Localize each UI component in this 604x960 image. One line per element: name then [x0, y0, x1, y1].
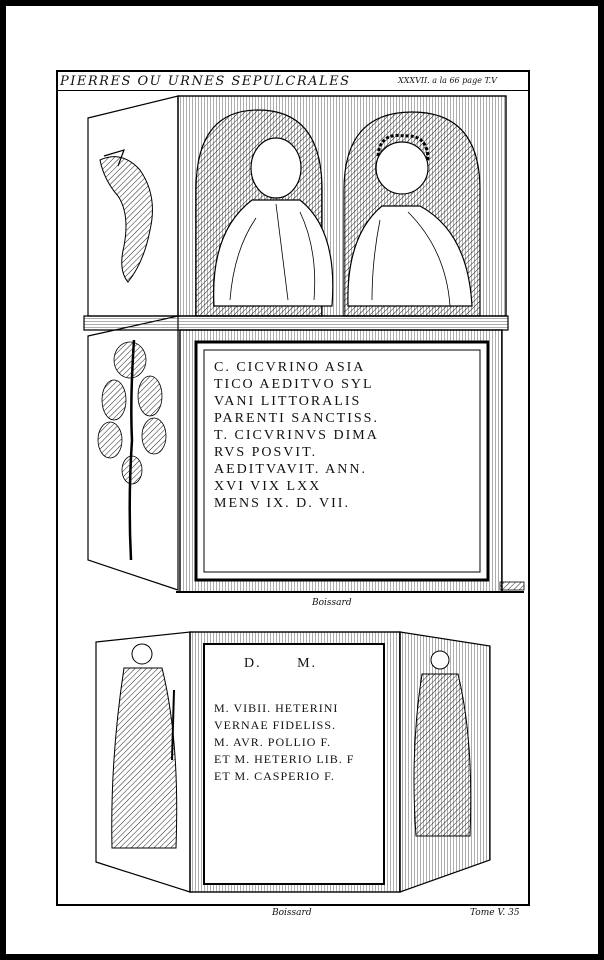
- upper-monument: [84, 96, 524, 592]
- inscription-line: M. VIBII. HETERINI: [214, 701, 339, 715]
- lower-heading: D. M.: [244, 656, 318, 671]
- plate-reference: XXXVII. a la 66 page T.V: [398, 76, 497, 85]
- inscription-line: ET M. HETERIO LIB. F: [214, 752, 355, 766]
- inscription-line: TICO AEDITVO SYL: [214, 377, 374, 392]
- inscription-line: AEDITVAVIT. ANN.: [214, 462, 367, 477]
- inscription-line: MENS IX. D. VII.: [214, 496, 350, 511]
- lower-inscription: [214, 700, 354, 785]
- plate-title: PIERRES OU URNES SEPULCRALES: [60, 74, 351, 89]
- inscription-line: XVI VIX LXX: [214, 479, 322, 494]
- fragment-detail: [500, 582, 524, 590]
- volume-page-mark: Tome V. 35: [470, 908, 520, 918]
- inscription-line: PARENTI SANCTISS.: [214, 411, 379, 426]
- engraver-signature-lower: Boissard: [272, 908, 312, 918]
- upper-inscription: [214, 359, 379, 512]
- inscription-line: M. AVR. POLLIO F.: [214, 735, 332, 749]
- inscription-line: VANI LITTORALIS: [214, 394, 362, 409]
- engraver-signature-upper: Boissard: [312, 598, 352, 608]
- inscription-line: ET M. CASPERIO F.: [214, 769, 335, 783]
- inscription-line: RVS POSVIT.: [214, 445, 318, 460]
- inscription-line: T. CICVRINVS DIMA: [214, 428, 379, 443]
- inscription-line: VERNAE FIDELISS.: [214, 718, 337, 732]
- inscription-line: C. CICVRINO ASIA: [214, 360, 366, 375]
